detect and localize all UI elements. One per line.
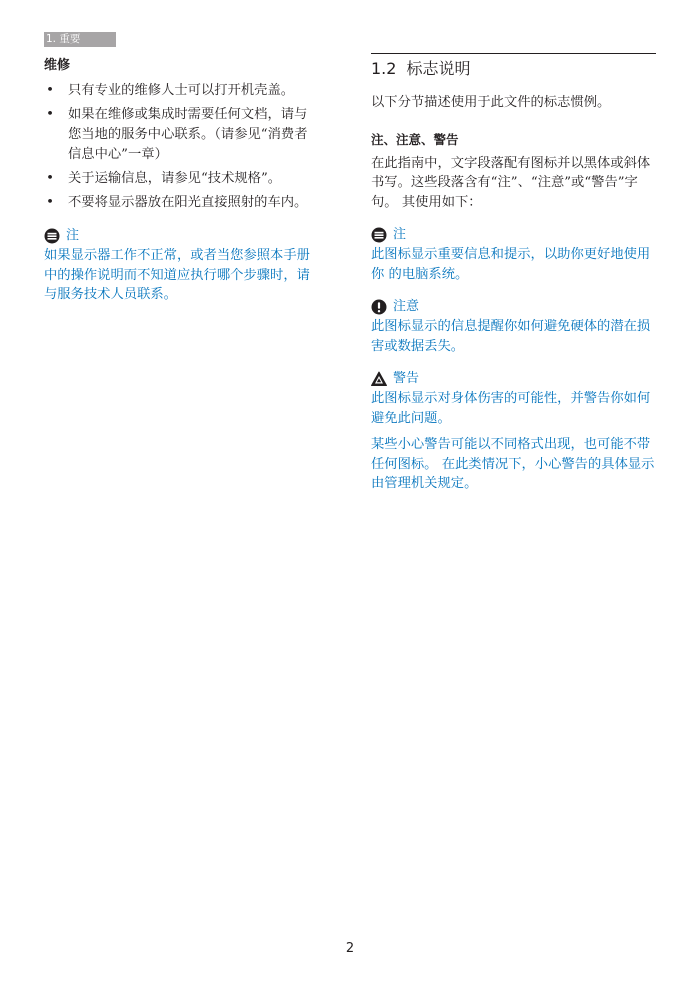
list-item (44, 81, 319, 101)
maintenance-list (44, 81, 319, 213)
section-title-text: 标志说明 (406, 59, 471, 78)
caution-block (371, 298, 656, 356)
list-item-text: 关于运输信息，请参见“技术规格”。 (68, 171, 282, 186)
left-note-header (44, 227, 319, 245)
note-icon (44, 228, 60, 244)
section-title (371, 59, 656, 79)
warning-header (371, 370, 656, 388)
note-header (371, 226, 656, 244)
section-rule (371, 53, 656, 54)
list-item-text: 只有专业的维修人士可以打开机壳盖。 (68, 83, 295, 98)
left-note-label: 注 (66, 228, 80, 243)
bullet-mark: • (46, 107, 54, 122)
bullet-mark: • (46, 83, 54, 98)
list-item-text: 如果在维修或集成时需要任何文档，请与您当地的服务中心联系。（请参见“消费者信息中心”一章） (68, 107, 308, 162)
note-block (371, 226, 656, 284)
caution-header (371, 298, 656, 316)
exclamation-icon (371, 299, 387, 315)
note-label: 注 (393, 227, 407, 242)
list-item (44, 193, 319, 213)
left-note (44, 227, 319, 305)
intro-text: 以下分节描述使用于此文件的标志惯例。 (371, 95, 611, 110)
chapter-tab: 1. 重要 (44, 32, 116, 47)
left-column (44, 54, 319, 305)
list-item-text: 不要将显示器放在阳光直接照射的车内。 (68, 195, 308, 210)
bullet-mark: • (46, 171, 54, 186)
section-number: 1.2 (371, 59, 397, 78)
page-number: 2 (345, 941, 355, 956)
note-body: 此图标显示重要信息和提示，以助你更好地使用你 的电脑系统。 (371, 247, 651, 282)
bullet-mark: • (46, 195, 54, 210)
right-column (371, 53, 656, 494)
caution-body: 此图标显示的信息提醒你如何避免硬体的潜在损害或数据丢失。 (371, 319, 651, 354)
warning-block (371, 370, 656, 494)
maintenance-heading: 维修 (44, 58, 71, 73)
conventions-description: 在此指南中，文字段落配有图标并以黑体或斜体书写。这些段落含有“注”、“注意”或“警告”字句。 其使用如下： (371, 155, 651, 210)
note-icon (371, 227, 387, 243)
caution-label: 注意 (393, 299, 420, 314)
warning-triangle-icon (371, 371, 387, 387)
list-item (44, 105, 319, 165)
warning-label: 警告 (393, 371, 420, 386)
left-note-body: 如果显示器工作不正常，或者当您参照本手册中的操作说明而不知道应执行哪个步骤时，请与服务技术人员联系。 (44, 248, 310, 302)
warning-body: 此图标显示对身体伤害的可能性，并警告你如何避免此问题。 (371, 391, 651, 426)
list-item (44, 169, 319, 189)
warning-body-extra: 某些小心警告可能以不同格式出现，也可能不带任何图标。 在此类情况下，小心警告的具体显示由管理机关规定。 (371, 437, 655, 491)
conventions-subheading: 注、注意、警告 (371, 131, 459, 147)
